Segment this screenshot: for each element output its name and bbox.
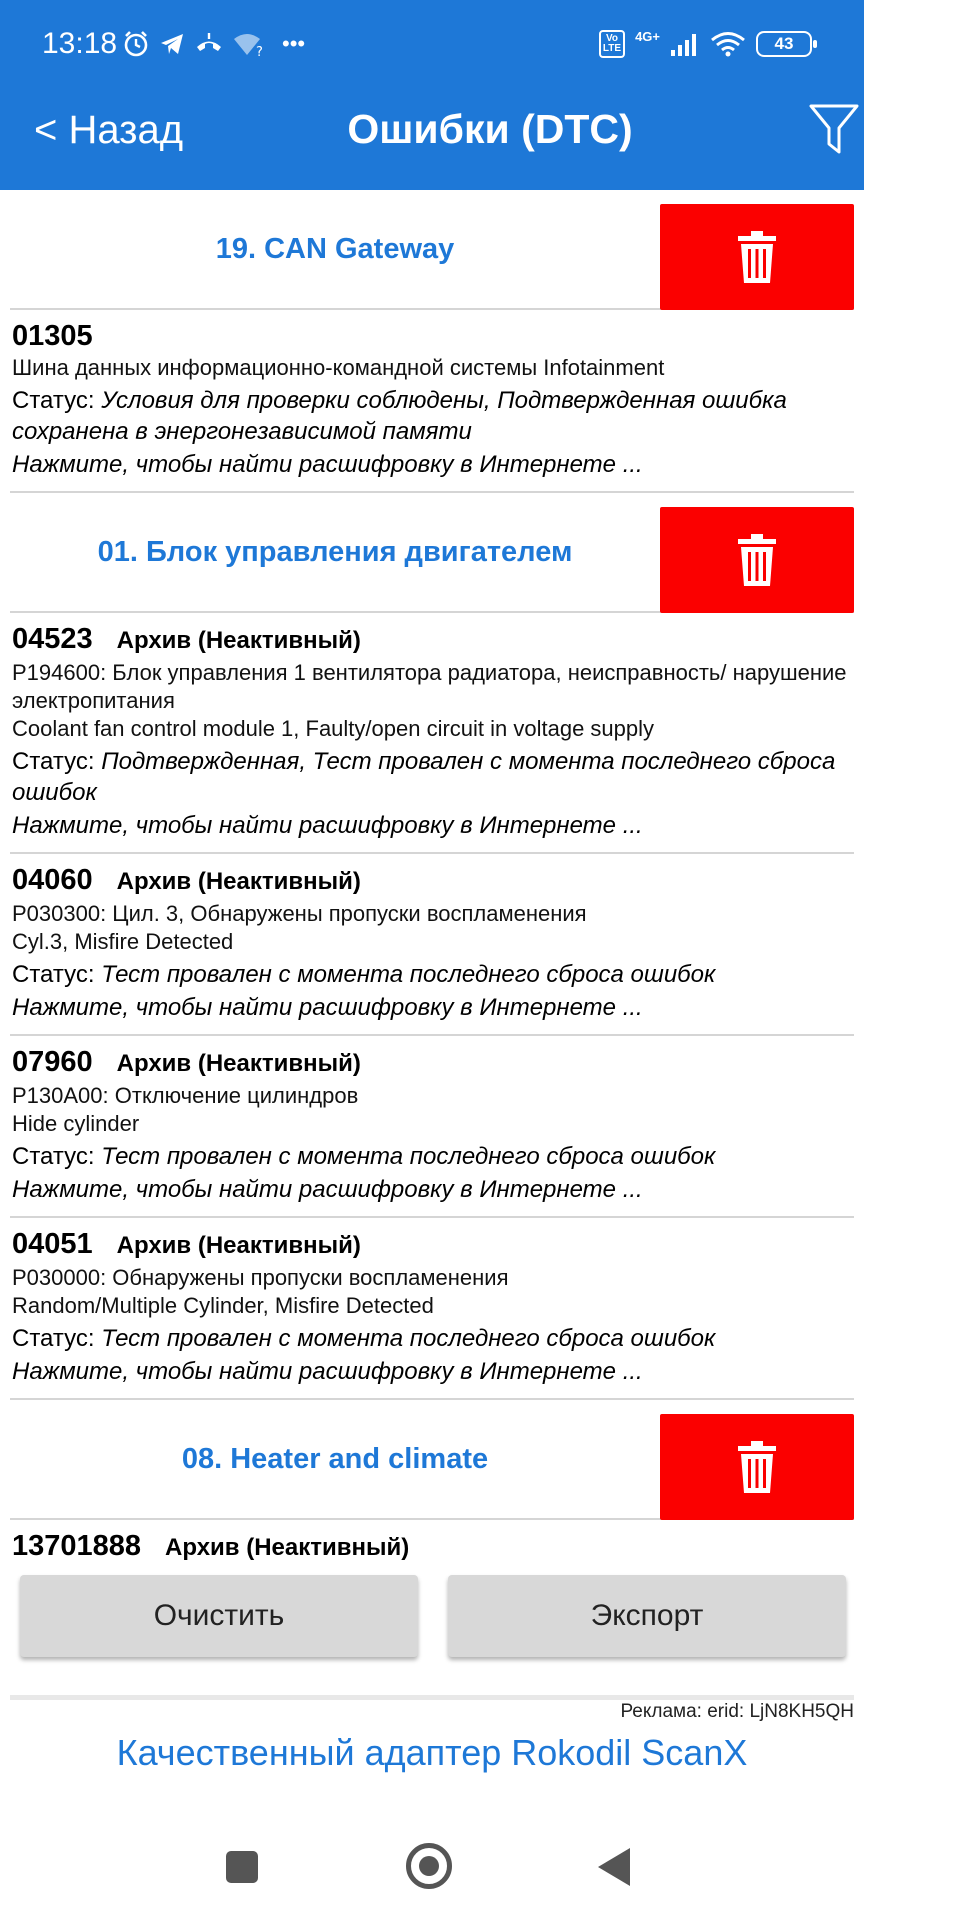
trash-icon	[736, 532, 778, 588]
battery-level: 43	[774, 34, 794, 53]
dtc-code: 07960	[12, 1046, 93, 1078]
status-value: Условия для проверки соблюдены, Подтвержденная ошибка сохранена в энергонезависимой памяти	[12, 387, 787, 445]
status-bar	[0, 0, 864, 88]
module-title: 19. CAN Gateway	[215, 232, 455, 265]
wifi-icon	[710, 30, 746, 58]
status-left-icons	[122, 24, 305, 64]
alarm-icon	[122, 30, 150, 58]
svg-text:?: ?	[256, 45, 263, 60]
dtc-archive-label: Архив (Неактивный)	[116, 1050, 361, 1077]
status-right-icons	[599, 24, 812, 64]
dtc-item[interactable]	[0, 613, 864, 852]
export-button[interactable]: Экспорт	[448, 1575, 846, 1657]
signal-icon	[670, 30, 700, 58]
dtc-status	[12, 1141, 854, 1172]
dtc-description: P030000: Обнаружены пропуски воспламенения	[12, 1265, 509, 1290]
dtc-list[interactable]	[0, 190, 864, 1562]
status-label: Статус:	[12, 1143, 95, 1170]
module-title: 08. Heater and climate	[181, 1442, 489, 1475]
module-header	[0, 1400, 864, 1518]
dtc-code: 04060	[12, 864, 93, 896]
recents-button[interactable]	[226, 1851, 258, 1883]
dtc-code: 13701888	[12, 1530, 142, 1562]
module-title: 01. Блок управления двигателем	[97, 535, 573, 568]
system-nav-bar	[0, 1820, 864, 1920]
dtc-status	[12, 385, 854, 447]
status-value: Тест провален с момента последнего сброса ошибок	[101, 1325, 716, 1352]
network-type: 4G+	[635, 28, 660, 44]
dtc-item-partial[interactable]	[0, 1520, 864, 1562]
filter-button[interactable]	[808, 102, 860, 158]
more-notifications-icon: •••	[282, 31, 306, 56]
status-label: Статус:	[12, 1325, 95, 1352]
search-hint-link[interactable]: Нажмите, чтобы найти расшифровку в Интернете ...	[12, 1358, 643, 1385]
page-title: Ошибки (DTC)	[347, 106, 633, 152]
dtc-item[interactable]	[0, 1218, 864, 1398]
ad-label: Реклама: erid: LjN8KH5QH	[620, 1701, 854, 1722]
search-hint-link[interactable]: Нажмите, чтобы найти расшифровку в Интернете ...	[12, 1176, 643, 1203]
dtc-archive-label: Архив (Неактивный)	[116, 868, 361, 895]
filter-icon	[808, 102, 860, 158]
dtc-code: 04051	[12, 1228, 93, 1260]
trash-icon	[736, 1439, 778, 1495]
dtc-description-en: Cyl.3, Misfire Detected	[12, 929, 234, 954]
delete-module-button[interactable]	[660, 204, 854, 310]
dtc-description: P030300: Цил. 3, Обнаружены пропуски воспламенения	[12, 901, 587, 926]
dtc-description: P194600: Блок управления 1 вентилятора радиатора, неисправность/ нарушение электропитания	[12, 660, 847, 713]
delete-module-button[interactable]	[660, 1414, 854, 1520]
dtc-description-en: Random/Multiple Cylinder, Misfire Detected	[12, 1293, 434, 1318]
status-time: 13:18	[42, 27, 118, 60]
status-value: Тест провален с момента последнего сброса ошибок	[101, 1143, 716, 1170]
status-value: Тест провален с момента последнего сброса ошибок	[101, 961, 716, 988]
delete-module-button[interactable]	[660, 507, 854, 613]
dtc-item[interactable]	[0, 310, 864, 491]
volte-icon: Vo LTE	[599, 30, 625, 58]
dtc-description: Шина данных информационно-командной системы Infotainment	[12, 355, 665, 380]
action-buttons	[0, 1575, 864, 1657]
back-nav-button[interactable]	[598, 1848, 630, 1886]
telegram-icon	[158, 30, 186, 58]
status-value: Подтвержденная, Тест провален с момента последнего сброса ошибок	[12, 748, 836, 806]
dtc-description: P130A00: Отключение цилиндров	[12, 1083, 359, 1108]
dtc-code: 04523	[12, 623, 93, 655]
module-header	[0, 190, 864, 308]
app-bar	[0, 88, 864, 190]
clear-button[interactable]: Очистить	[20, 1575, 418, 1657]
module-header	[0, 493, 864, 611]
status-label: Статус:	[12, 961, 95, 988]
dtc-item[interactable]	[0, 1036, 864, 1216]
dtc-status	[12, 959, 854, 990]
dtc-archive-label: Архив (Неактивный)	[116, 1232, 361, 1259]
search-hint-link[interactable]: Нажмите, чтобы найти расшифровку в Интернете ...	[12, 994, 643, 1021]
app-header	[0, 0, 864, 190]
trash-icon	[736, 229, 778, 285]
dtc-archive-label: Архив (Неактивный)	[116, 627, 361, 654]
call-icon	[194, 30, 224, 58]
dtc-status	[12, 746, 854, 808]
wifi-unknown-icon	[232, 30, 266, 58]
home-button[interactable]	[406, 1843, 452, 1889]
status-label: Статус:	[12, 748, 95, 775]
search-hint-link[interactable]: Нажмите, чтобы найти расшифровку в Интернете ...	[12, 812, 643, 839]
battery-icon	[756, 31, 812, 57]
status-label: Статус:	[12, 387, 95, 414]
ad-link[interactable]: Качественный адаптер Rokodil ScanX	[116, 1732, 748, 1773]
dtc-status	[12, 1323, 854, 1354]
back-button[interactable]: < Назад	[34, 108, 184, 152]
dtc-item[interactable]	[0, 854, 864, 1034]
search-hint-link[interactable]: Нажмите, чтобы найти расшифровку в Интернете ...	[12, 451, 643, 478]
dtc-archive-label: Архив (Неактивный)	[165, 1534, 410, 1561]
dtc-description-en: Hide cylinder	[12, 1111, 140, 1136]
dtc-code: 01305	[12, 320, 93, 352]
dtc-description-en: Coolant fan control module 1, Faulty/open circuit in voltage supply	[12, 716, 655, 741]
